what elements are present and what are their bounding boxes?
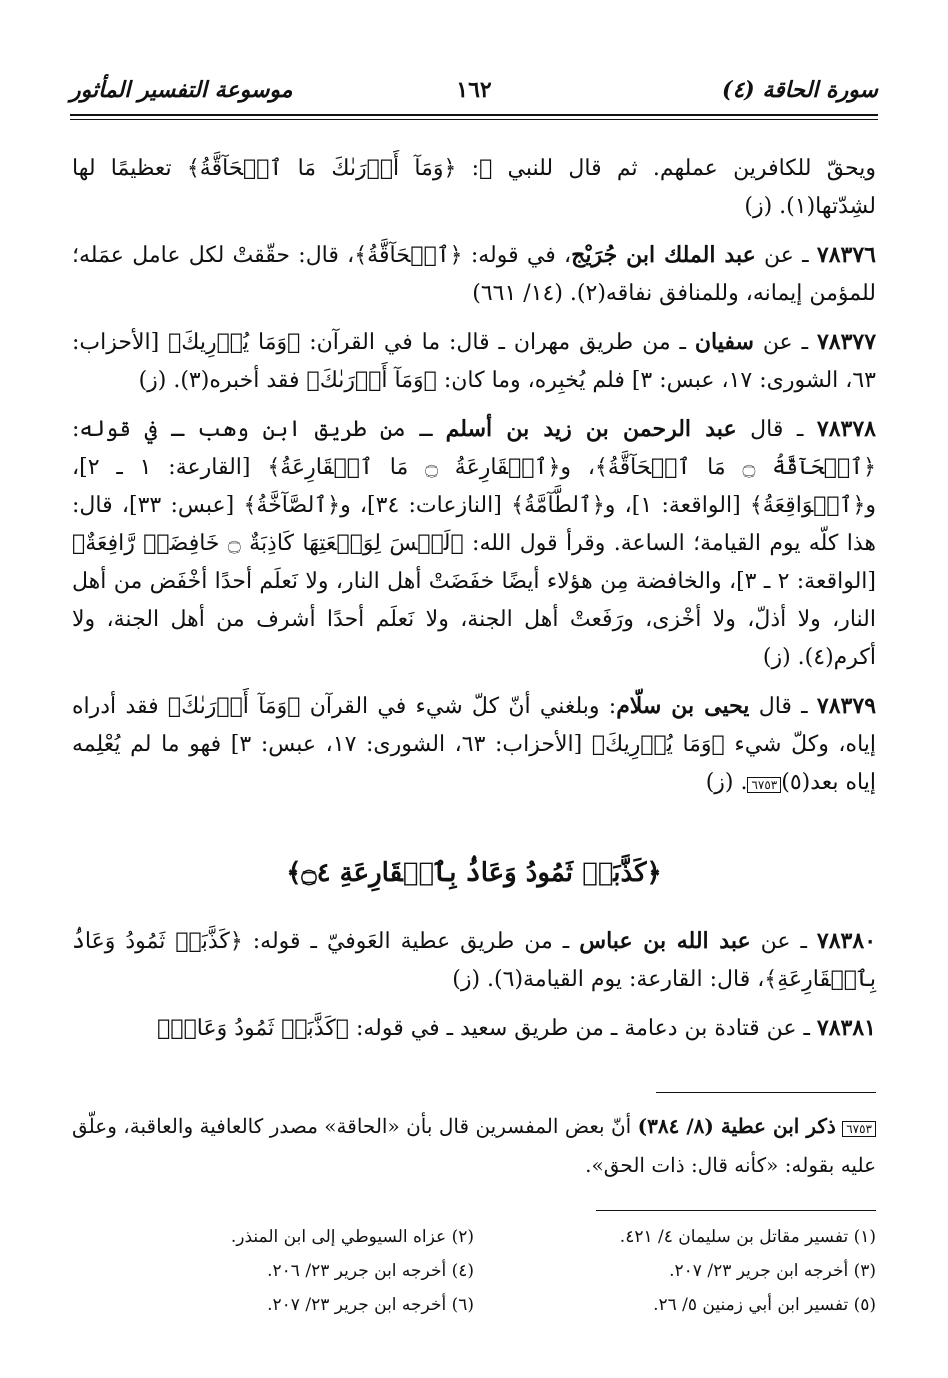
narrator-name: سفيان bbox=[694, 329, 754, 355]
book-title: موسوعة التفسير المأثور bbox=[70, 77, 293, 103]
narration-78379: ٧٨٣٧٩ ـ قال يحيى بن سلّام: وبلغني أنّ كلّ شيء في القرآن ﴿وَمَآ أَدۡرَىٰكَ﴾ فقد أدراه إياه، وكلّ شيء ﴿وَمَا يُدۡرِيكَ﴾ [الأحزاب: ٦٣، الشورى: ١٧، عبس: ٣] فهو ما لم يُعْلِمه إياه بعد(٥)٦٧٥٣. (ز) bbox=[72, 693, 877, 795]
footnote-1: (١) تفسير مقاتل بن سليمان ٤/ ٤٢١. bbox=[619, 1227, 876, 1247]
narration-number: ٧٨٣٧٧ bbox=[816, 329, 877, 355]
narration-number: ٧٨٣٨١ bbox=[816, 1015, 876, 1041]
editor-comment: ٦٧٥٣ ذكر ابن عطية (٨/ ٣٨٤) أنّ بعض المفسرين قال بأن «الحاقة» مصدر كالعافية والعاقبة، وعلّق عليه بقوله: «كأنه قال: ذات الحق». bbox=[72, 1114, 876, 1177]
comment-ref-box: ٦٧٥٣ bbox=[747, 777, 781, 793]
comment-separator bbox=[656, 1092, 876, 1093]
narration-78376: ٧٨٣٧٦ ـ عن عبد الملك ابن جُرَيْج، في قوله: ﴿ٱلۡحَآقَّةُ﴾، قال: حقّقتْ لكل عامل عمَله؛ للمؤمن إيمانه، وللمنافق نفاقه(٢). (١٤/ ٦٦١) bbox=[72, 242, 876, 306]
narration-number: ٧٨٣٧٨ bbox=[816, 416, 876, 442]
comment-lead: ذكر ابن عطية (٨/ ٣٨٤) bbox=[637, 1114, 836, 1138]
narrator-name: عبد الله بن عباس bbox=[579, 928, 751, 954]
narration-number: ٧٨٣٨٠ bbox=[816, 928, 877, 954]
narrator-name: عبد الملك ابن جُرَيْج bbox=[571, 242, 756, 268]
narration-78377: ٧٨٣٧٧ ـ عن سفيان ـ من طريق مهران ـ قال: ما في القرآن: ﴿وَمَا يُدۡرِيكَ﴾ [الأحزاب: ٦٣، الشورى: ١٧، عبس: ٣] فلم يُخبِره، وما كان: ﴿وَمَآ أَدۡرَىٰكَ﴾ فقد أخبره(٣). (ز) bbox=[72, 329, 877, 393]
footnote-separator bbox=[596, 1210, 876, 1211]
footnote-6: (٦) أخرجه ابن جرير ٢٣/ ٢٠٧. bbox=[267, 1295, 474, 1315]
footnote-2: (٢) عزاه السيوطي إلى ابن المنذر. bbox=[230, 1227, 474, 1247]
page-number: ١٦٢ bbox=[456, 77, 492, 103]
footnote-4: (٤) أخرجه ابن جرير ٢٣/ ٢٠٦. bbox=[267, 1261, 474, 1281]
narrator-name: عبد الرحمن بن زيد بن أسلم bbox=[445, 416, 737, 442]
narration-78380: ٧٨٣٨٠ ـ عن عبد الله بن عباس ـ من طريق عطية العَوفيّ ـ قوله: ﴿كَذَّبَتۡ ثَمُودُ وَعَادُۢ بِٱلۡقَارِعَةِ﴾، قال: القارعة: يوم القيامة(٦). (ز) bbox=[72, 928, 877, 992]
narration-number: ٧٨٣٧٦ bbox=[816, 242, 876, 268]
narration-78378: ٧٨٣٧٨ ـ قال عبد الرحمن بن زيد بن أسلم ـ من طريق ابن وهب ـ في قوله: ﴿ٱلۡحَآقَّةُ ۝ مَا ٱلۡحَآقَّةُ﴾، و﴿ٱلۡقَارِعَةُ ۝ مَا ٱلۡقَارِعَةُ﴾ [القارعة: ١ ـ ٢]، و﴿ٱلۡوَاقِعَةُ﴾ [الواقعة: ١]، و﴿ٱلطَّآمَّةُ﴾ [النازعات: ٣٤]، و﴿ٱلصَّآخَّةُ﴾ [عبس: ٣٣]، قال: هذا كلّه يوم القيامة؛ الساعة. وقرأ قول الله: ﴿لَيۡسَ لِوَقۡعَتِهَا كَاذِبَةٌ ۝ خَافِضَةٞ رَّافِعَةٌ﴾ [الواقعة: ٢ ـ ٣]، والخافضة مِن هؤلاء أيضًا خفَضَتْ أهل النار، ولا نَعلَم أحدًا أخْفَض من أهل النار، ولا أذلّ، ولا أخْزى، ورَفَعتْ أهل الجنة، ولا نَعلَم أحدًا أشرف من أهل الجنة، ولا أكرم(٤). (ز) bbox=[72, 416, 877, 670]
page-header bbox=[70, 70, 878, 110]
section-ayah-heading: ﴿كَذَّبَتۡ ثَمُودُ وَعَادُۢ بِٱلۡقَارِعَةِ ۝٤﴾ bbox=[286, 858, 662, 888]
narration-78381: ٧٨٣٨١ ـ عن قتادة بن دعامة ـ من طريق سعيد ـ في قوله: ﴿كَذَّبَتۡ ثَمُودُ وَعَادُۢ bbox=[157, 1015, 876, 1041]
footnote-3: (٣) أخرجه ابن جرير ٢٣/ ٢٠٧. bbox=[669, 1261, 876, 1281]
header-rule-thin bbox=[70, 119, 878, 120]
footnote-5: (٥) تفسير ابن أبي زمنين ٥/ ٢٦. bbox=[653, 1295, 876, 1315]
footnotes bbox=[72, 1220, 876, 1322]
comment-number-box: ٦٧٥٣ bbox=[842, 1121, 876, 1137]
header-rule bbox=[70, 114, 878, 116]
narration-number: ٧٨٣٧٩ bbox=[816, 693, 877, 719]
paragraph-intro: ويحقّ للكافرين عملهم. ثم قال للنبي ﷺ: ﴿وَمَآ أَدۡرَىٰكَ مَا ٱلۡحَآقَّةُ﴾ تعظيمًا لها لشِدّتها(١). (ز) bbox=[72, 156, 876, 219]
surah-title: سورة الحاقة (٤) bbox=[722, 77, 878, 103]
main-text bbox=[72, 150, 876, 1058]
narrator-name: يحيى بن سلّام bbox=[616, 693, 750, 719]
